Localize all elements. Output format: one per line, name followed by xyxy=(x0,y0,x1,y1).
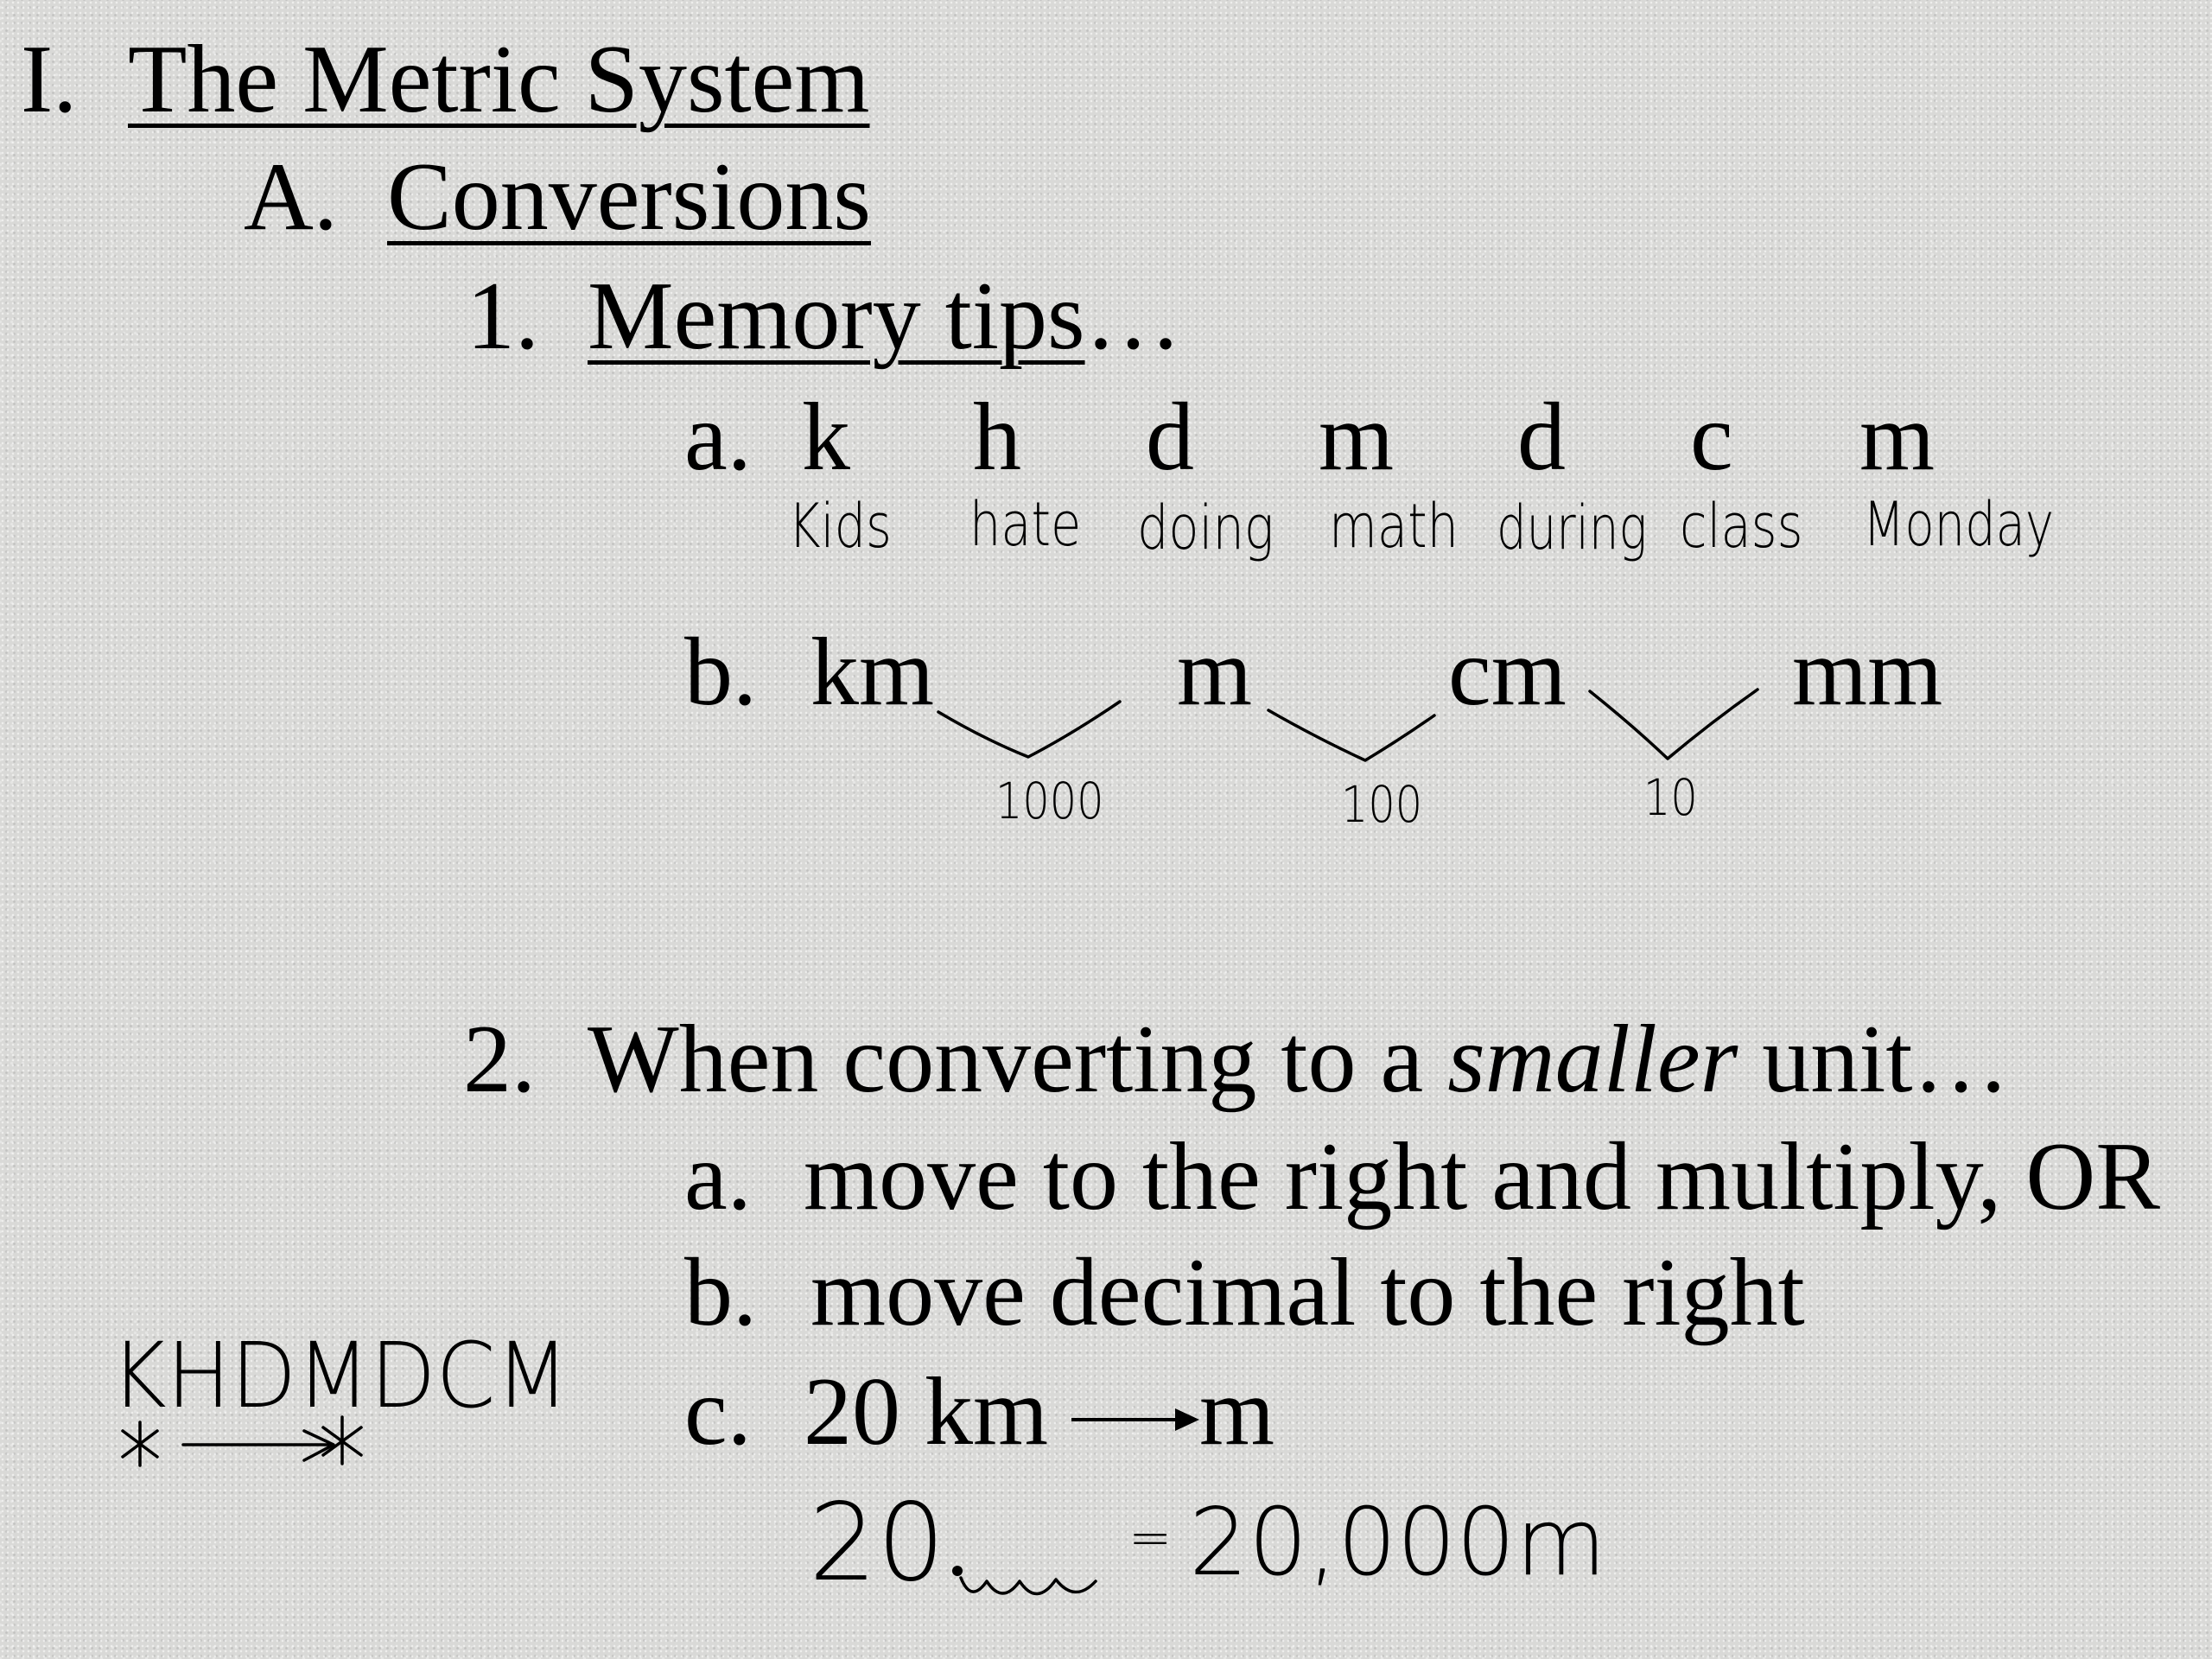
handwritten-example-result: 20,000m xyxy=(1189,1489,1607,1597)
item1-title: Memory tips xyxy=(588,263,1085,370)
handwritten-example-equals: = xyxy=(1128,1508,1173,1568)
mnemonic-hate: hate xyxy=(969,489,1082,560)
item2a-text: move to the right and multiply, OR xyxy=(804,1123,2160,1230)
item2-text-italic: smaller xyxy=(1447,1006,1738,1113)
section-title: The Metric System xyxy=(128,26,870,133)
item2c-from: 20 km xyxy=(804,1358,1049,1465)
prefix-h: h xyxy=(973,384,1021,491)
mnemonic-kids: Kids xyxy=(788,491,892,562)
item2b-text: move decimal to the right xyxy=(810,1239,1805,1346)
bracket-m-cm xyxy=(1268,710,1434,760)
handwritten-side-note: KHDMDCM xyxy=(111,1323,569,1428)
unit-mm: mm xyxy=(1792,619,1943,726)
bracket-cm-mm xyxy=(1590,690,1758,759)
subsection-title: Conversions xyxy=(387,143,871,251)
prefix-m1: m xyxy=(1319,384,1395,491)
mnemonic-math: math xyxy=(1329,491,1459,562)
unit-m: m xyxy=(1177,619,1253,726)
item2c-letter: c. xyxy=(684,1358,752,1465)
side-arrow xyxy=(183,1431,334,1460)
subsection-letter: A. xyxy=(244,143,338,251)
conversion-arrow-icon xyxy=(1071,1408,1199,1431)
item2a-letter: a. xyxy=(684,1123,752,1230)
handwritten-km-squiggle xyxy=(961,1578,1096,1594)
star-icon-left xyxy=(123,1422,157,1465)
unit-km: km xyxy=(810,619,935,726)
factor-1000: 1000 xyxy=(995,772,1104,830)
item1-trail: … xyxy=(1084,263,1182,370)
item2-text-before: When converting to a xyxy=(588,1006,1448,1113)
prefix-m2: m xyxy=(1859,384,1936,491)
prefix-d2: d xyxy=(1517,384,1566,491)
prefix-k: k xyxy=(802,384,850,491)
item1b-letter: b. xyxy=(684,619,757,726)
mnemonic-monday: Monday xyxy=(1863,489,2055,560)
mnemonic-class: class xyxy=(1680,491,1803,562)
mnemonic-doing: doing xyxy=(1137,493,1274,563)
handwritten-decimal-dot xyxy=(952,1566,963,1576)
item2b-letter: b. xyxy=(684,1239,757,1346)
mnemonic-during: during xyxy=(1497,493,1648,563)
bracket-km-m xyxy=(938,702,1120,757)
item2-number: 2. xyxy=(463,1006,536,1113)
item2c-to: m xyxy=(1199,1358,1275,1465)
factor-100: 100 xyxy=(1341,775,1423,834)
section-number: I. xyxy=(21,26,78,133)
handwritten-example-left: 20 xyxy=(809,1481,945,1605)
item1-number: 1. xyxy=(467,263,539,370)
prefix-d1: d xyxy=(1146,384,1194,491)
star-icon-right xyxy=(323,1417,361,1464)
item1a-letter: a. xyxy=(684,384,752,491)
item2-text-after: unit… xyxy=(1738,1006,2010,1113)
factor-10: 10 xyxy=(1643,768,1698,827)
prefix-c: c xyxy=(1690,384,1733,491)
unit-cm: cm xyxy=(1448,619,1567,726)
